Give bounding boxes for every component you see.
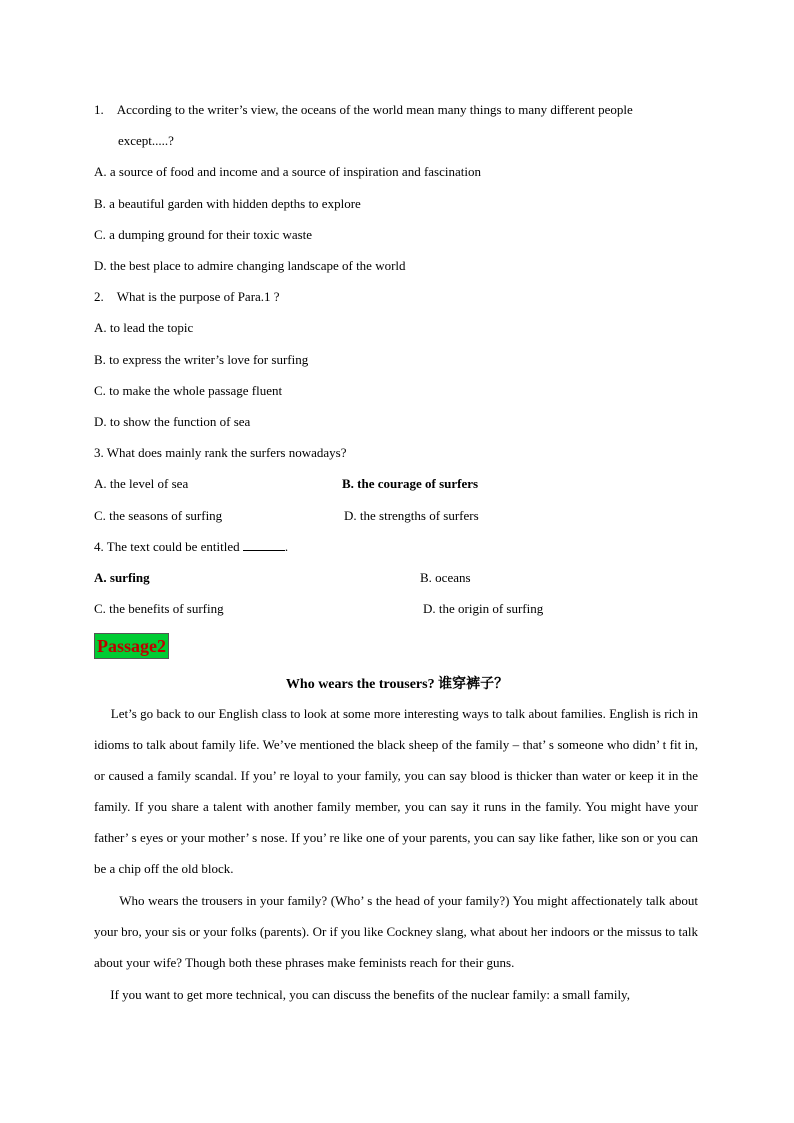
q2-option-b: B. to express the writer’s love for surfing [94,352,309,367]
paragraph-3: If you want to get more technical, you can discuss the benefits of the nuclear family: a small family, [94,987,630,1002]
passage-title-en: Who wears the trousers? [285,677,435,692]
paragraph-2: Who wears the trousers in your family? (Who’ s the head of your family?) You might affectionately talk about your bro, your sis or your folks (parents). Or if you like Cockney slang, what about her indoors or the missus to talk about your wife? Though both these phrases make feminists reach for their guns. [94,893,698,970]
q2-option-a: A. to lead the topic [94,320,194,335]
q4-option-a: A. surfing [94,570,150,585]
passage-title [0,675,794,694]
q2-stem: 2. What is the purpose of Para.1 ? [94,289,280,304]
q4-stem-prefix: 4. The text could be entitled [94,539,243,554]
q1-option-c: C. a dumping ground for their toxic waste [94,227,313,242]
q4-stem [94,539,288,555]
q2-option-d: D. to show the function of sea [94,414,251,429]
passage-label: Passage2 [94,633,169,659]
q1-option-a: A. a source of food and income and a source of inspiration and fascination [94,164,481,179]
q4-stem-suffix: . [284,539,289,554]
q3-option-a: A. the level of sea [94,476,189,491]
passage-title-cn: 谁穿裤子？ [438,676,509,692]
q3-stem: 3. What does mainly rank the surfers nowadays? [94,445,347,460]
paragraph-1: Let’s go back to our English class to look at some more interesting ways to talk about families. English is rich in idioms to talk about family life. We’ve mentioned the black sheep of the family – that’ s someone who didn’ t fit in, or caused a family scandal. If you’ re loyal to your family, you can say blood is thicker than water or keep it in the family. If you share a talent with another family member, you can say it runs in the family. You might have your father’ s eyes or your mother’ s nose. If you’ re like one of your parents, you can say like father, like son or you can be a chip off the old block. [94,706,698,876]
q1-option-b: B. a beautiful garden with hidden depths to explore [94,196,361,211]
q3-option-d: D. the strengths of surfers [344,508,479,523]
q2-option-c: C. to make the whole passage fluent [94,383,283,398]
answer-blank [243,539,285,551]
q1-stem-line2: except.....? [118,133,174,148]
q4-option-b: B. oceans [420,570,471,585]
q1-stem-line1: 1. According to the writer’s view, the oceans of the world mean many things to many different people [94,102,633,117]
q1-option-d: D. the best place to admire changing landscape of the world [94,258,406,273]
q3-option-c: C. the seasons of surfing [94,508,223,523]
q4-option-d: D. the origin of surfing [423,601,544,616]
q4-option-c: C. the benefits of surfing [94,601,224,616]
q3-option-b: B. the courage of surfers [342,476,479,491]
